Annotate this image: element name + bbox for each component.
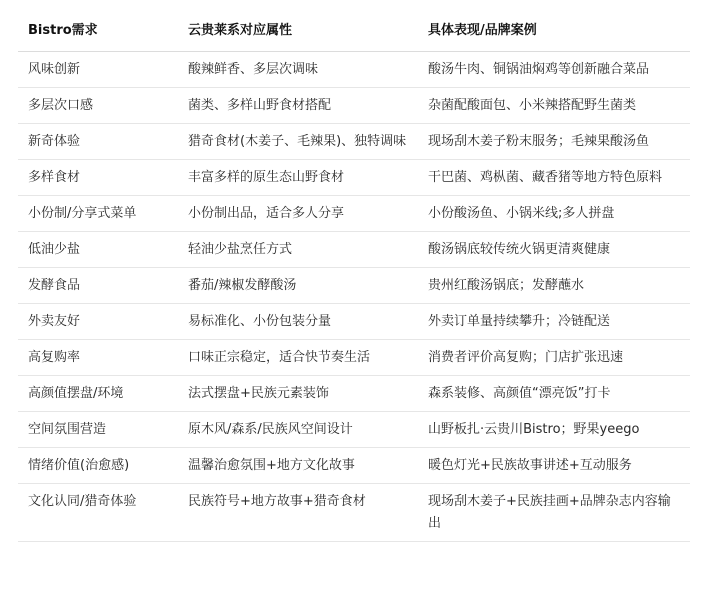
header-yungui-attribute: 云贵莱系对应属性 [178,12,418,52]
cell-case: 暖色灯光+民族故事讲述+互动服务 [418,448,690,484]
cell-case: 现场刮木姜子粉末服务；毛辣果酸汤鱼 [418,124,690,160]
comparison-table-container [18,12,690,542]
cell-case: 森系装修、高颜值“漂亮饭”打卡 [418,376,690,412]
cell-attribute: 小份制出品，适合多人分享 [178,196,418,232]
table-row [18,268,690,304]
table-row [18,52,690,88]
cell-attribute: 酸辣鲜香、多层次调味 [178,52,418,88]
cell-attribute: 法式摆盘+民族元素装饰 [178,376,418,412]
table-row [18,88,690,124]
cell-attribute: 原木风/森系/民族风空间设计 [178,412,418,448]
cell-demand: 多样食材 [18,160,178,196]
cell-case: 外卖订单量持续攀升；冷链配送 [418,304,690,340]
cell-demand: 空间氛围营造 [18,412,178,448]
table-row [18,484,690,542]
cell-demand: 情绪价值(治愈感) [18,448,178,484]
comparison-table [18,12,690,542]
cell-demand: 小份制/分享式菜单 [18,196,178,232]
cell-demand: 风味创新 [18,52,178,88]
cell-case: 贵州红酸汤锅底；发酵蘸水 [418,268,690,304]
cell-case: 消费者评价高复购；门店扩张迅速 [418,340,690,376]
table-header-row [18,12,690,52]
table-row [18,232,690,268]
table-row [18,160,690,196]
table-row [18,412,690,448]
table-row [18,124,690,160]
header-cases: 具体表现/品牌案例 [418,12,690,52]
cell-attribute: 温馨治愈氛围+地方文化故事 [178,448,418,484]
cell-case: 小份酸汤鱼、小锅米线;多人拼盘 [418,196,690,232]
cell-attribute: 民族符号+地方故事+猎奇食材 [178,484,418,542]
cell-demand: 外卖友好 [18,304,178,340]
cell-case: 山野板扎·云贵川Bistro；野果yeego [418,412,690,448]
cell-demand: 文化认同/猎奇体验 [18,484,178,542]
cell-demand: 多层次口感 [18,88,178,124]
cell-demand: 发酵食品 [18,268,178,304]
cell-attribute: 菌类、多样山野食材搭配 [178,88,418,124]
table-row [18,376,690,412]
header-bistro-demand: Bistro需求 [18,12,178,52]
table-row [18,304,690,340]
cell-attribute: 番茄/辣椒发酵酸汤 [178,268,418,304]
cell-demand: 低油少盐 [18,232,178,268]
table-row [18,196,690,232]
cell-case: 酸汤锅底较传统火锅更清爽健康 [418,232,690,268]
cell-case: 干巴菌、鸡枞菌、藏香猪等地方特色原料 [418,160,690,196]
cell-demand: 高颜值摆盘/环境 [18,376,178,412]
cell-attribute: 易标准化、小份包装分量 [178,304,418,340]
cell-attribute: 口味正宗稳定，适合快节奏生活 [178,340,418,376]
cell-attribute: 猎奇食材(木姜子、毛辣果)、独特调味 [178,124,418,160]
cell-case: 杂菌配酸面包、小米辣搭配野生菌类 [418,88,690,124]
cell-case: 酸汤牛肉、铜锅油焖鸡等创新融合菜品 [418,52,690,88]
cell-demand: 新奇体验 [18,124,178,160]
table-row [18,340,690,376]
table-row [18,448,690,484]
cell-attribute: 轻油少盐烹任方式 [178,232,418,268]
cell-attribute: 丰富多样的原生态山野食材 [178,160,418,196]
cell-case: 现场刮木姜子+民族挂画+品牌杂志内容输出 [418,484,690,542]
cell-demand: 高复购率 [18,340,178,376]
